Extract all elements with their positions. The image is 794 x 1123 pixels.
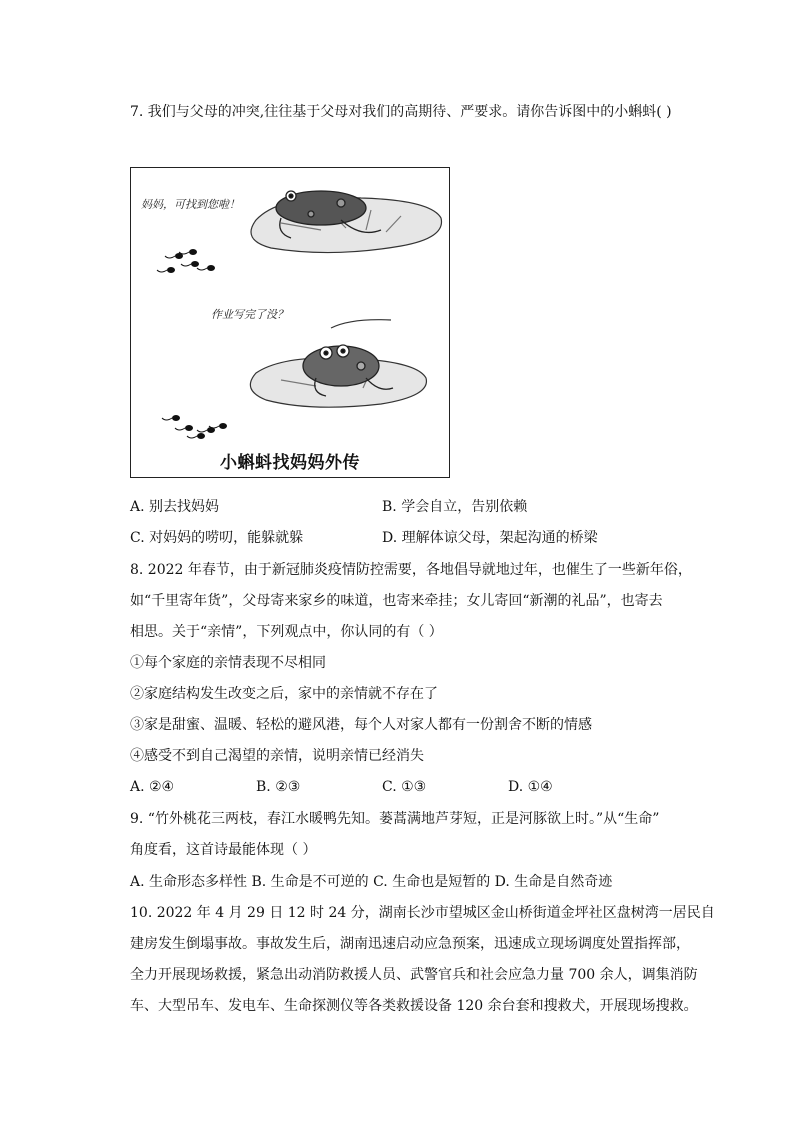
speech-bubble-frog: 作业写完了没？: [211, 308, 288, 321]
tadpoles-bottom: [162, 415, 227, 439]
q8-option-b: B. ②③: [256, 779, 301, 795]
q8-option-d: D. ①④: [508, 779, 553, 795]
q8-statement-3: ③家是甜蜜、温暖、轻松的避风港，每个人对家人都有一份割舍不断的情感: [130, 717, 592, 733]
q8-options-row: [130, 777, 690, 799]
q8-statement-2: ②家庭结构发生改变之后，家中的亲情就不存在了: [130, 686, 438, 702]
figure-caption: 小蝌蚪找妈妈外传: [220, 453, 360, 473]
q8-statement-4: ④感受不到自己渴望的亲情，说明亲情已经消失: [130, 748, 424, 764]
cartoon-figure: [130, 167, 450, 478]
q8-stem-line-3: 相思。关于“亲情”，下列观点中，你认同的有（ ）: [130, 624, 443, 640]
q10-stem-line-4: 车、大型吊车、发电车、生命探测仪等各类救援设备 120 余台套和搜救犬，开展现场搜救。: [130, 998, 698, 1014]
tadpoles-top: [157, 249, 215, 273]
q10-stem-line-2: 建房发生倒塌事故。事故发生后，湖南迅速启动应急预案，迅速成立现场调度处置指挥部，: [130, 936, 690, 952]
q7-option-c: C. 对妈妈的唠叨，能躲就躲: [130, 530, 304, 546]
q8-option-c: C. ①③: [382, 779, 427, 795]
q7-stem: 7. 我们与父母的冲突,往往基于父母对我们的高期待、严要求。请你告诉图中的小蝌蚪( ): [130, 104, 672, 120]
q9-stem-line-2: 角度看，这首诗最能体现（ ）: [130, 842, 317, 858]
q7-option-a: A. 别去找妈妈: [130, 499, 220, 515]
q7-option-d: D. 理解体谅父母，架起沟通的桥梁: [382, 530, 598, 546]
q8-stem-line-1: 8. 2022 年春节，由于新冠肺炎疫情防控需要，各地倡导就地过年，也催生了一些新年俗，: [130, 562, 692, 578]
q7-option-b: B. 学会自立，告别依赖: [382, 499, 528, 515]
speech-bubble-tadpoles: 妈妈，可找到您啦！: [141, 198, 240, 211]
q9-stem-line-1: 9. “竹外桃花三两枝，春江水暖鸭先知。蒌蒿满地芦芽短，正是河豚欲上时。”从“生命”: [130, 811, 660, 827]
q8-statement-1: ①每个家庭的亲情表现不尽相同: [130, 655, 326, 671]
q10-stem-line-3: 全力开展现场救援，紧急出动消防救援人员、武警官兵和社会应急力量 700 余人，调集消防: [130, 967, 698, 983]
q9-options: A. 生命形态多样性 B. 生命是不可逆的 C. 生命也是短暂的 D. 生命是自然奇迹: [130, 874, 613, 890]
q7-options-row-2: [130, 528, 690, 550]
cartoon-illustration: [131, 168, 450, 478]
q8-stem-line-2: 如“千里寄年货”，父母寄来家乡的味道，也寄来牵挂；女儿寄回“新潮的礼品”，也寄去: [130, 593, 663, 609]
q10-stem-line-1: 10. 2022 年 4 月 29 日 12 时 24 分，湖南长沙市望城区金山桥街道金坪社区盘树湾一居民自: [130, 905, 715, 921]
q7-options-row-1: [130, 497, 690, 519]
q8-option-a: A. ②④: [130, 779, 175, 795]
